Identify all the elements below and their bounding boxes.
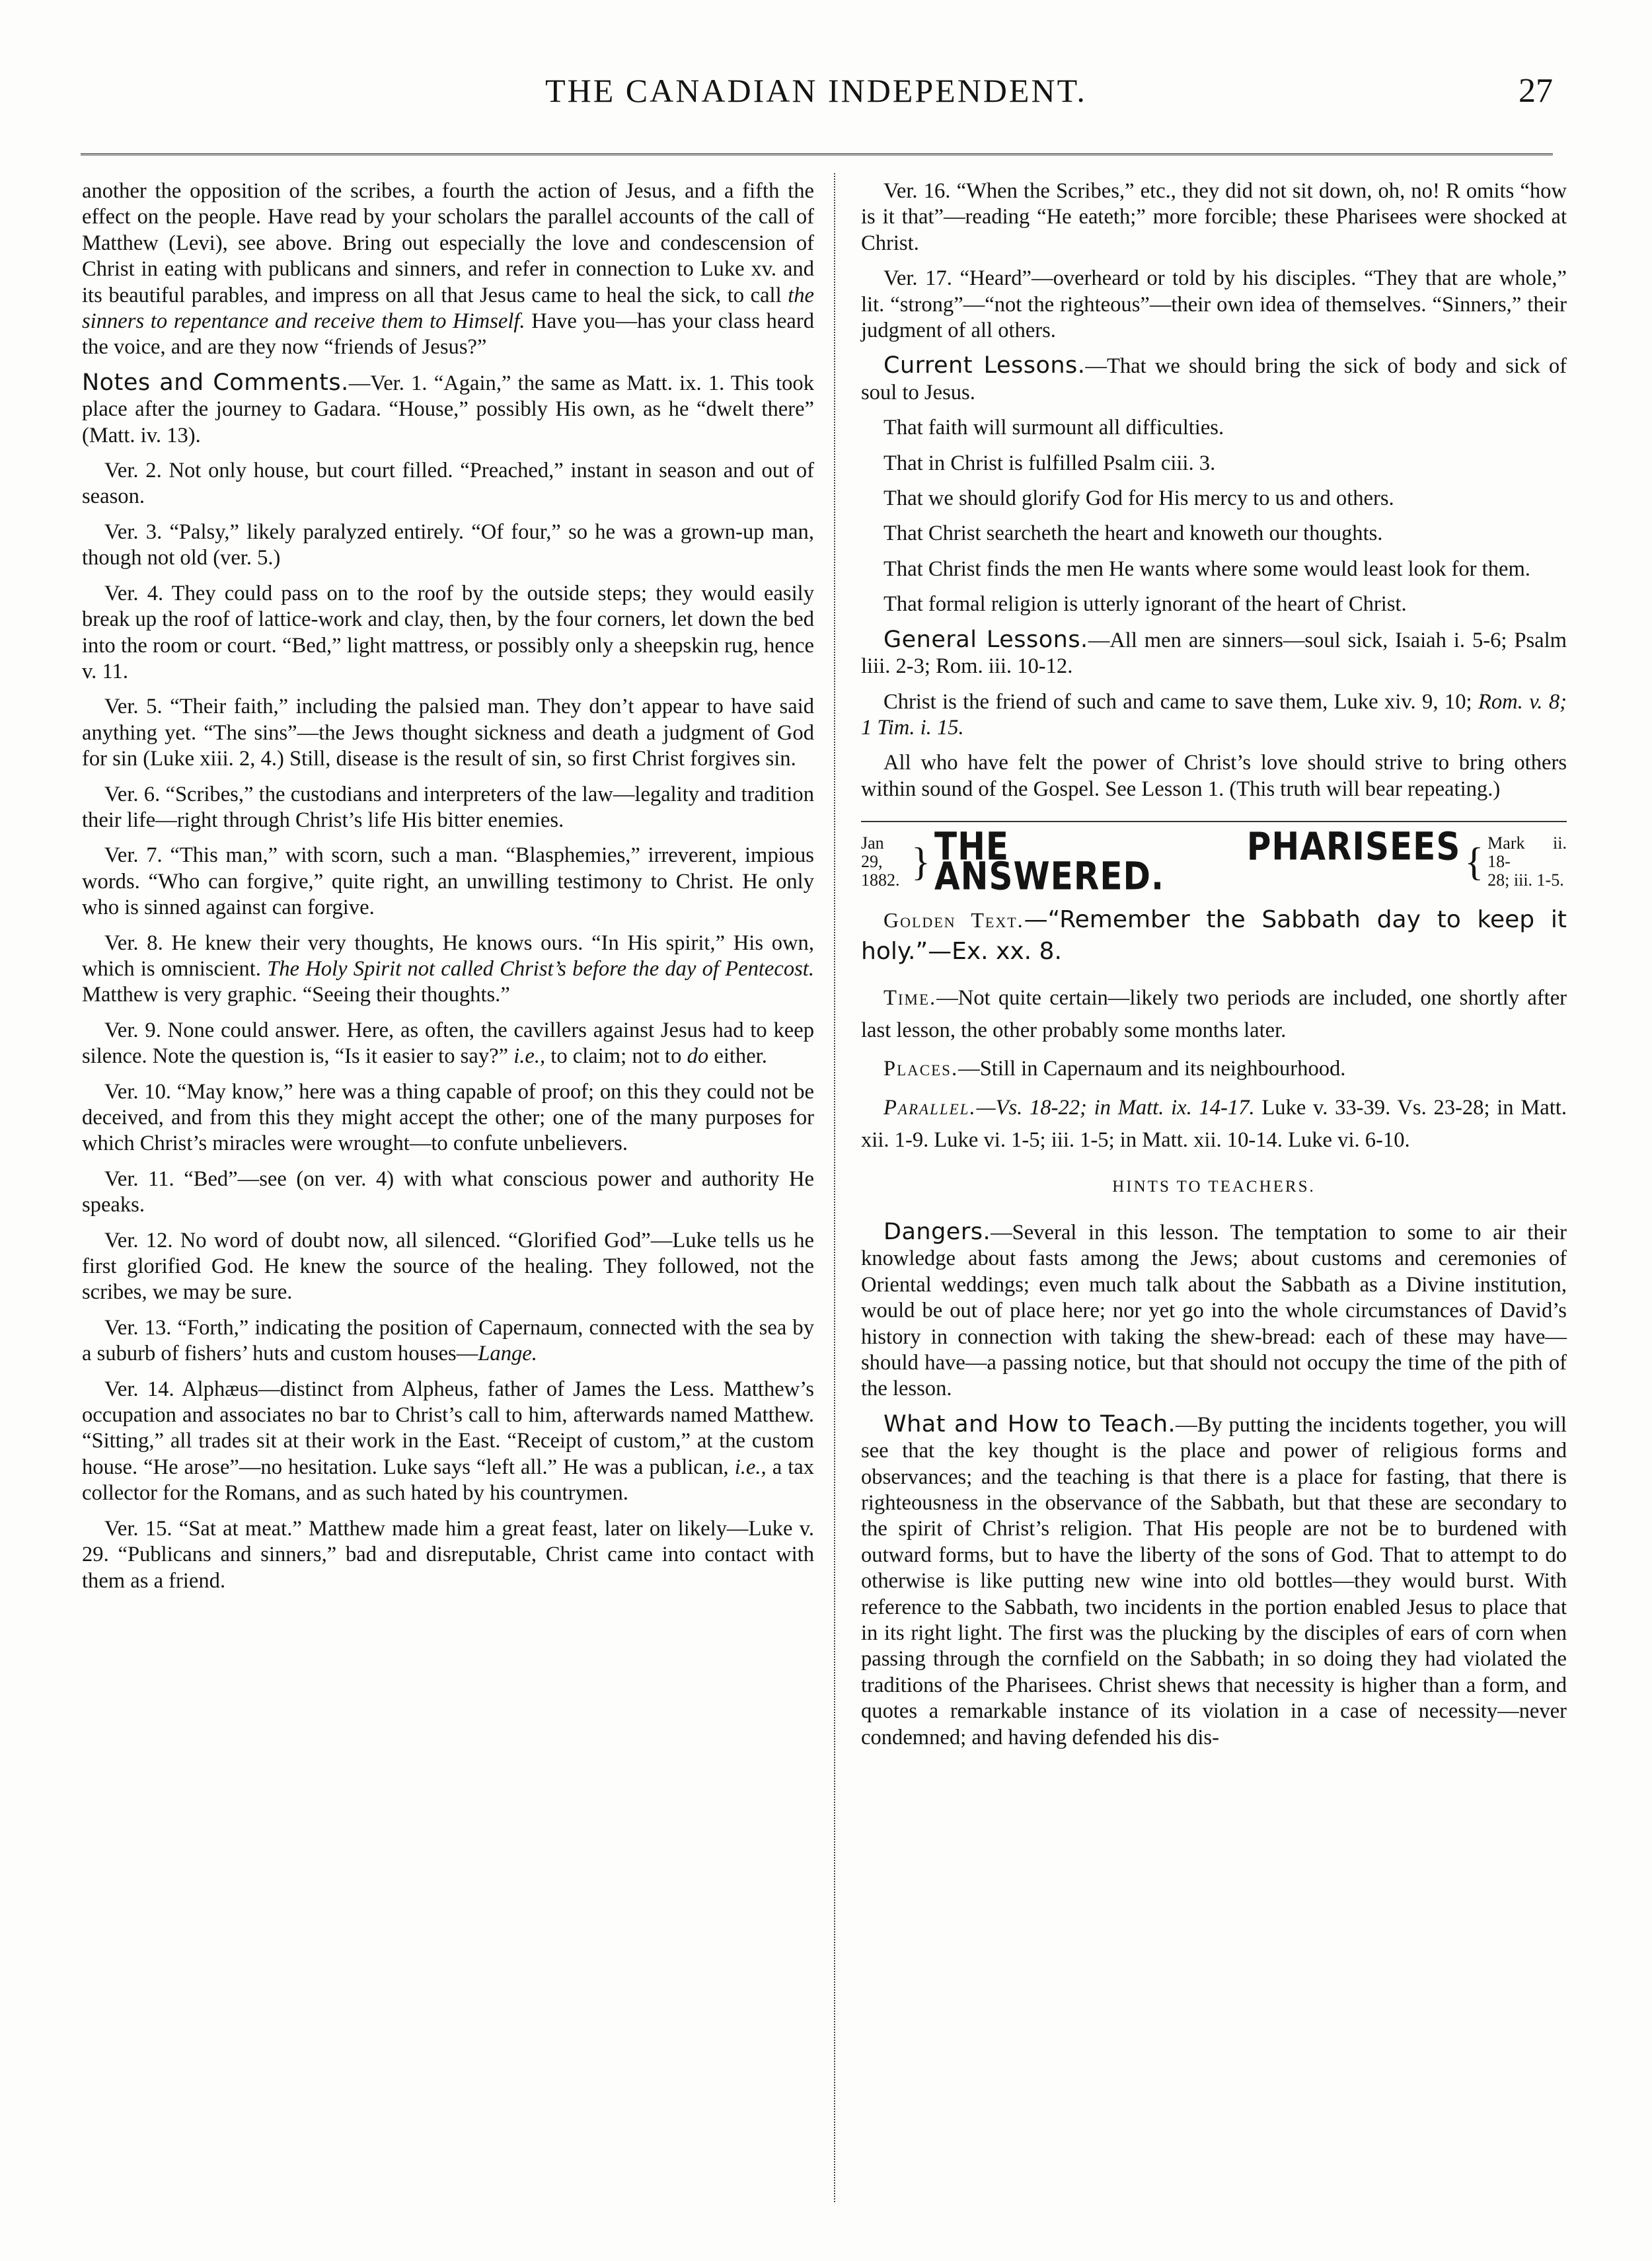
notes-heading: Notes and Comments. xyxy=(82,369,349,396)
verse-note-2: Ver. 2. Not only house, but court filled. “Preached,” instant in season and out of season. xyxy=(82,459,814,509)
verse-note-3: Ver. 3. “Palsy,” likely paralyzed entirely. “Of four,” so he was a grown-up man, though not old (ver. 5.) xyxy=(82,519,814,570)
current-lesson-item: That formal religion is utterly ignorant of the heart of Christ. xyxy=(883,592,1407,617)
right-column xyxy=(861,178,1567,1760)
verse-note-8: Ver. 8. He knew their very thoughts, He knows ours. “In His spirit,” His own, which is omniscient. The Holy Spirit not called Christ’s before the day of Pentecost. Matthew is very graphic. “Seeing their thoughts.” xyxy=(82,931,814,1007)
verse-note-6: Ver. 6. “Scribes,” the custodians and interpreters of the law—legality and tradition their life—right through Christ’s life His bitter enemies. xyxy=(82,782,814,832)
current-lesson-item: That Christ finds the men He wants where some would least look for them. xyxy=(883,556,1530,581)
hints-heading: HINTS TO TEACHERS. xyxy=(1112,1177,1316,1196)
verse-note-11: Ver. 11. “Bed”—see (on ver. 4) with what conscious power and authority He speaks. xyxy=(82,1167,814,1217)
verse-note-15: Ver. 15. “Sat at meat.” Matthew made him a great feast, later on likely—Luke v. 29. “Publicans and sinners,” bad and disreputable, Christ came into contact with them as a friend. xyxy=(82,1516,814,1593)
brace-icon: } xyxy=(911,840,930,884)
current-lesson-item: That Christ searcheth the heart and knoweth our thoughts. xyxy=(883,521,1383,546)
journal-title: THE CANADIAN INDEPENDENT. xyxy=(545,72,1087,109)
current-lessons: Current Lessons.—That we should bring the sick of body and sick of soul to Jesus. xyxy=(861,352,1567,404)
places-note: Places.—Still in Capernaum and its neighbourhood. xyxy=(883,1057,1346,1081)
dangers-heading: Dangers. xyxy=(883,1218,991,1245)
running-head xyxy=(79,71,1553,118)
column-divider xyxy=(834,173,835,2202)
verse-note-17: Ver. 17. “Heard”—overheard or told by his disciples. “They that are whole,” lit. “strong”—“not the righteous”—their own idea of themselves. “Sinners,” their judgment of all others. xyxy=(861,266,1567,343)
verse-note-14: Ver. 14. Alphæus—distinct from Alpheus, father of James the Less. Matthew’s occupation and associates no bar to Christ’s call to him, afterwards named Matthew. “Sitting,” all trades sit at their work in the East. “Receipt of custom,” at the custom house. “He arose”—no hesitation. Luke says “left all.” He was a publican, i.e., a tax collector for the Romans, and as such hated by his countrymen. xyxy=(82,1377,814,1506)
verse-note-5: Ver. 5. “Their faith,” including the palsied man. They don’t appear to have said anything yet. “The sins”—the Jews thought sickness and death a judgment of God for sin (Luke xiii. 2, 4.) Still, disease is the result of sin, so first Christ forgives sin. xyxy=(82,695,814,771)
general-lesson-item: All who have felt the power of Christ’s love should strive to bring others within sound of the Gospel. See Lesson 1. (This truth will bear repeating.) xyxy=(861,751,1567,801)
time-note: Time.—Not quite certain—likely two periods are included, one shortly after last lesson, the other probably some months later. xyxy=(861,986,1567,1043)
current-lesson-item: That faith will surmount all difficulties. xyxy=(883,416,1224,440)
current-lesson-item: That we should glorify God for His mercy to us and others. xyxy=(883,486,1394,511)
page-number: 27 xyxy=(1519,72,1553,110)
verse-note-7: Ver. 7. “This man,” with scorn, such a man. “Blasphemies,” irreverent, impious words. “Who can forgive,” quite right, an unwilling testimony to Christ. He only who is sinned against can forgive. xyxy=(82,843,814,920)
general-lesson-item: Christ is the friend of such and came to save them, Luke xiv. 9, 10; Rom. v. 8; 1 Tim. i. 15. xyxy=(861,689,1567,740)
brace-icon: { xyxy=(1464,840,1484,884)
verse-note-10: Ver. 10. “May know,” here was a thing capable of proof; on this they could not be deceived, and from this they might accept the other; one of the many purposes for which Christ’s miracles were wrought—to confute unbelievers. xyxy=(82,1079,814,1156)
what-how-heading: What and How to Teach. xyxy=(883,1410,1176,1437)
notes-paragraph: Notes and Comments.—Ver. 1. “Again,” the same as Matt. ix. 1. This took place after the journey to Gadara. “House,” possibly His own, as he “dwelt there” (Matt. iv. 13). xyxy=(82,369,814,447)
what-how-paragraph: What and How to Teach.—By putting the incidents together, you will see that the key thought is the place and power of religious forms and observances; and the teaching is that there is a place for fasting, that there is righteousness in the observance of the Sabbath, but that these are secondary to the spirit of Christ’s religion. That His people are not be to burdened with outward forms, but to have the liberty of the sons of God. That to attempt to do otherwise is like putting new wine into old bottles—they would burst. With reference to the Sabbath, two incidents in the portion enabled Jesus to place that in its right light. The first was the plucking by the disciples of ears of corn when passing through the cornfield on the Sabbath; in so doing they had violated the traditions of the Pharisees. Christ shews that necessity is higher than a form, and quotes a remarkable instance of its violation in a case of necessity—never condemned; and having defended his dis- xyxy=(861,1410,1567,1749)
left-column xyxy=(82,178,814,1603)
golden-text: Golden Text.—“Remember the Sabbath day to keep it holy.”—Ex. xx. 8. xyxy=(861,906,1567,966)
verse-note-16: Ver. 16. “When the Scribes,” etc., they did not sit down, oh, no! R omits “how is it that”—reading “He eateth;” more forcible; these Pharisees were shocked at Christ. xyxy=(861,179,1567,255)
general-lessons-heading: General Lessons. xyxy=(883,626,1088,653)
current-lessons-heading: Current Lessons. xyxy=(883,352,1086,379)
verse-note-13: Ver. 13. “Forth,” indicating the position of Capernaum, connected with the sea by a suburb of fishers’ huts and custom houses—Lange. xyxy=(82,1315,814,1366)
verse-note-12: Ver. 12. No word of doubt now, all silenced. “Glorified God”—Luke tells us he first glorified God. He knew the source of the healing. They followed, not the scribes, we may be sure. xyxy=(82,1228,814,1305)
parallel-note: Parallel.—Vs. 18-22; in Matt. ix. 14-17. Luke v. 33-39. Vs. 23-28; in Matt. xii. 1-9. Luke vi. 1-5; iii. 1-5; in Matt. xii. 10-14. Luke vi. 6-10. xyxy=(861,1095,1567,1152)
current-lesson-item: That in Christ is fulfilled Psalm ciii. 3. xyxy=(883,451,1216,475)
intro-paragraph: another the opposition of the scribes, a fourth the action of Jesus, and a fifth the effect on the people. Have read by your scholars the parallel accounts of the call of Matthew (Levi), see above. Bring out especially the love and condescension of Christ in eating with publicans and sinners, and refer in connection to Luke xv. and its beautiful parables, and impress on all that Jesus came to heal the sick, to call the sinners to repentance and receive them to Himself. Have you—has your class heard the voice, and are they now “friends of Jesus?” xyxy=(82,179,814,360)
lesson-heading xyxy=(861,824,1567,899)
verse-note-4: Ver. 4. They could pass on to the roof by the outside steps; they would easily break up the roof of lattice-work and clay, then, by the four corners, let down the bed into the room or court. “Bed,” light mattress, or possibly only a sheepskin rug, hence v. 11. xyxy=(82,581,814,683)
header-rule xyxy=(81,153,1553,155)
lesson-divider xyxy=(861,821,1567,822)
general-lessons: General Lessons.—All men are sinners—soul sick, Isaiah i. 5-6; Psalm liii. 2-3; Rom. iii. 10-12. xyxy=(861,626,1567,679)
verse-note-9: Ver. 9. None could answer. Here, as often, the cavillers against Jesus had to keep silence. Note the question is, “Is it easier to say?” i.e., to claim; not to do either. xyxy=(82,1018,814,1069)
lesson-title: THE PHARISEES ANSWERED. xyxy=(934,824,1461,899)
lesson-scripture-ref: Mark ii. 18- 28; iii. 1-5. xyxy=(1487,833,1567,890)
dangers-paragraph: Dangers.—Several in this lesson. The temptation to some to air their knowledge about fasts among the Jews; about customs and ceremonies of Oriental weddings; even much talk about the Sabbath as a Divine institution, would be out of place here; nor yet go into the whole circumstances of David’s history in connection with taking the shew-bread: each of these may have—should have—a passing notice, but that should not occupy the time of the pith of the lesson. xyxy=(861,1218,1567,1401)
lesson-date: Jan 29, 1882. xyxy=(861,833,900,890)
